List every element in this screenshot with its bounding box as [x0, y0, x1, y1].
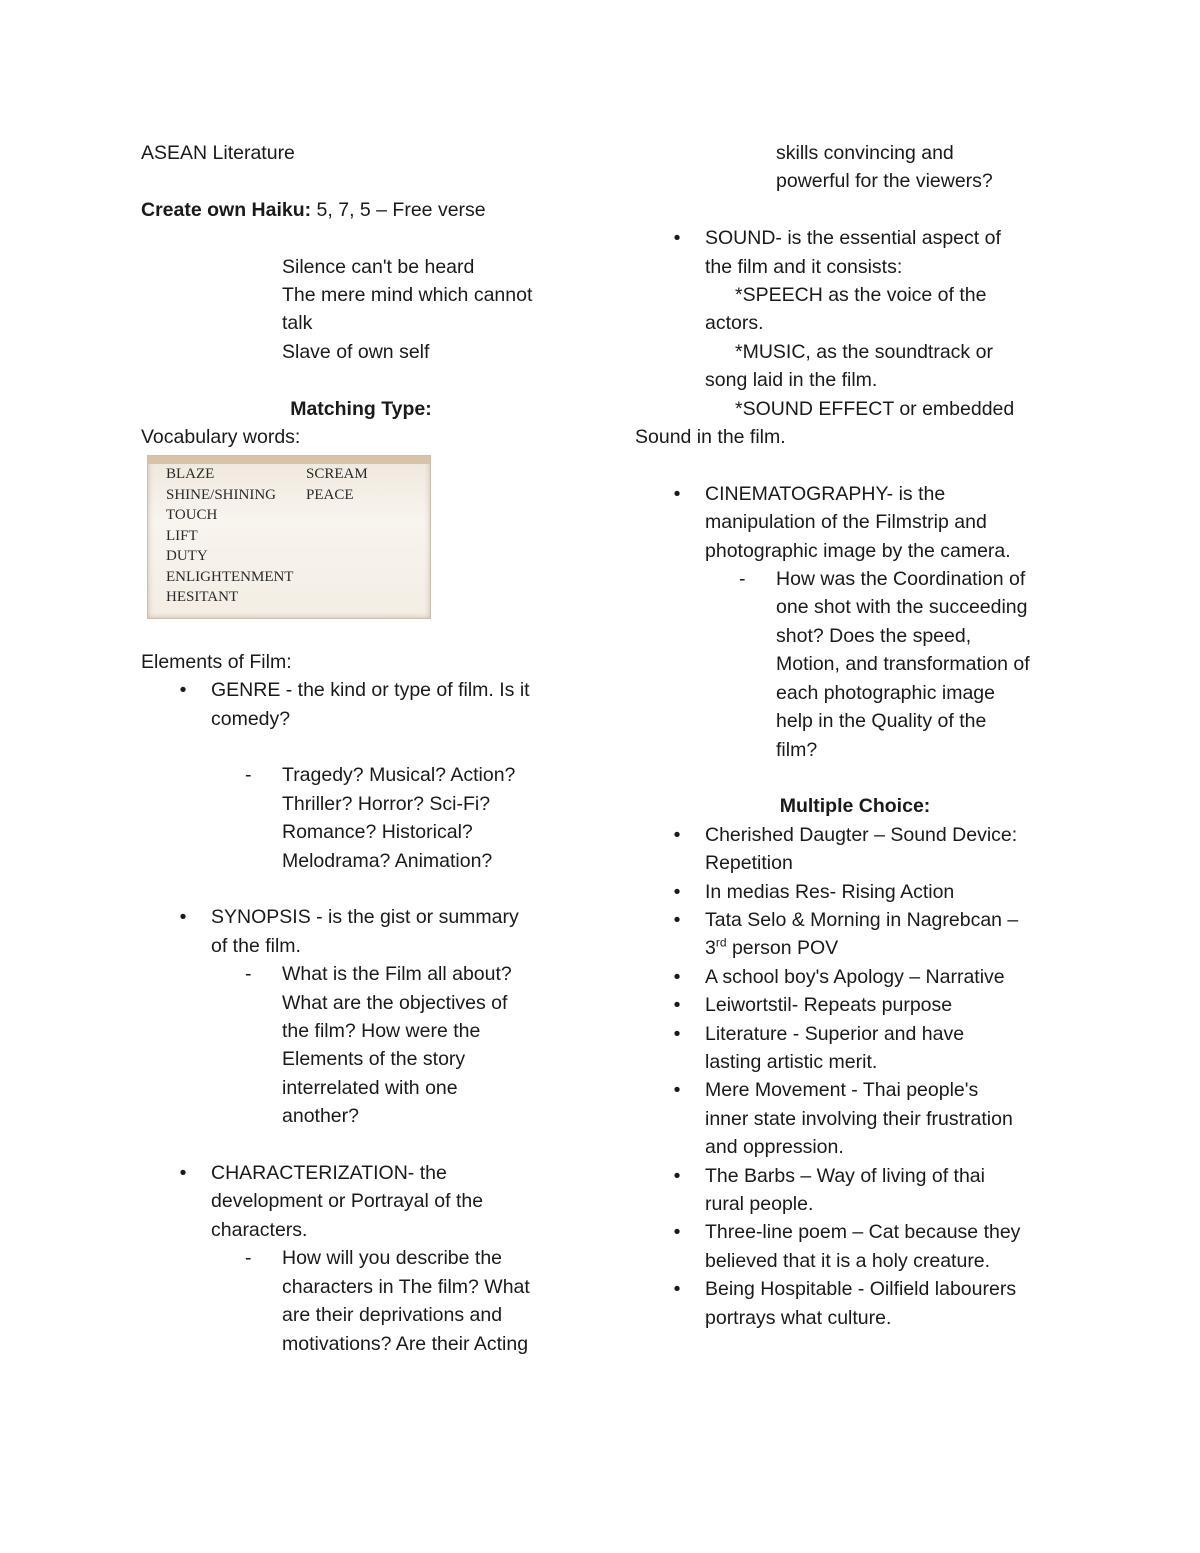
left-column [141, 139, 581, 1358]
sub-item-characterization [141, 1244, 581, 1358]
vocab-word: ENLIGHTENMENT [166, 568, 294, 585]
list-item-genre [141, 676, 581, 733]
vocab-word: PEACE [306, 486, 354, 503]
mc-line: In medias Res- Rising Action [705, 880, 955, 903]
dash-icon: - [245, 764, 252, 787]
sub-line: another? [282, 1105, 359, 1128]
mc-line: believed that it is a holy creature. [705, 1249, 991, 1272]
music-cont: song laid in the film. [705, 369, 878, 392]
mc-item [635, 1275, 1075, 1332]
haiku-line: Slave of own self [282, 340, 430, 363]
bullet-icon: • [673, 482, 681, 505]
bullet-icon: • [673, 823, 681, 846]
mc-item [635, 878, 1075, 906]
sub-line: Thriller? Horror? Sci-Fi? [282, 792, 491, 815]
haiku-line: talk [282, 312, 313, 335]
sub-line: Melodrama? Animation? [282, 849, 493, 872]
torn-edge [148, 456, 430, 464]
mc-line: Being Hospitable - Oilfield labourers [705, 1278, 1017, 1301]
dash-icon: - [245, 963, 252, 986]
cont-line: skills convincing and [776, 142, 954, 164]
effect-line: *SOUND EFFECT or embedded [735, 397, 1015, 420]
mc-line: Leiwortstil- Repeats purpose [705, 994, 953, 1017]
bullet-icon: • [179, 906, 187, 929]
list-item-synopsis [141, 903, 581, 960]
bullet-icon: • [673, 1079, 681, 1102]
mc-item [635, 906, 1075, 963]
mc-line: and oppression. [705, 1136, 844, 1159]
mc-item [635, 1020, 1075, 1077]
mc-heading [635, 792, 1075, 820]
characterization-continued [635, 139, 1075, 196]
sub-line: are their deprivations and [282, 1304, 503, 1327]
bullet-icon: • [673, 965, 681, 988]
ordinal-suffix: rd [715, 935, 727, 950]
sub-line: Motion, and transformation of [776, 653, 1030, 676]
music-line: *MUSIC, as the soundtrack or [735, 340, 993, 363]
vocab-column-1 [166, 464, 293, 608]
bullet-icon: • [673, 1022, 681, 1045]
elements-heading: Elements of Film: [141, 650, 292, 673]
mc-line: lasting artistic merit. [705, 1050, 878, 1073]
speech-line: *SPEECH as the voice of the [735, 284, 987, 307]
vocab-word: LIFT [166, 527, 198, 544]
list-item-sound [635, 224, 1075, 423]
sub-item-synopsis [141, 960, 581, 1130]
mc-line: Three-line poem – Cat because they [705, 1221, 1021, 1244]
cine-line: CINEMATOGRAPHY- is the [705, 482, 946, 505]
sub-line: shot? Does the speed, [776, 624, 972, 647]
mc-item [635, 991, 1075, 1019]
sub-line: each photographic image [776, 681, 995, 704]
mc-line: rural people. [705, 1192, 814, 1215]
haiku-poem [141, 253, 581, 367]
sub-line: How was the Coordination of [776, 568, 1026, 591]
sub-line: What is the Film all about? [282, 963, 512, 986]
sub-line: motivations? Are their Acting [282, 1332, 529, 1355]
sub-line: the film? How were the [282, 1020, 481, 1043]
vocab-column-2 [306, 464, 368, 505]
matching-heading [141, 395, 581, 423]
synopsis-line: of the film. [211, 934, 301, 957]
cont-line: powerful for the viewers? [776, 170, 993, 193]
vocab-label: Vocabulary words: [141, 426, 301, 449]
bullet-icon: • [673, 1164, 681, 1187]
mc-line: Repetition [705, 852, 793, 875]
cine-line: photographic image by the camera. [705, 539, 1011, 562]
sub-line: help in the Quality of the [776, 710, 987, 733]
sub-item-cinematography [635, 565, 1075, 764]
mc-line: A school boy's Apology – Narrative [705, 965, 1005, 988]
mc-line: Mere Movement - Thai people's [705, 1079, 979, 1102]
sub-line: one shot with the succeeding [776, 596, 1028, 619]
speech-cont: actors. [705, 312, 764, 335]
sub-line: Romance? Historical? [282, 821, 473, 844]
mc-item [635, 821, 1075, 878]
sub-line: Elements of the story [282, 1048, 466, 1071]
mc-line-rest: person POV [726, 937, 839, 960]
bullet-icon: • [673, 1278, 681, 1301]
sub-line: film? [776, 738, 818, 761]
effect-cont: Sound in the film. [635, 426, 786, 449]
sub-line: Tragedy? Musical? Action? [282, 764, 516, 787]
mc-item [635, 963, 1075, 991]
vocab-word: TOUCH [166, 507, 218, 524]
char-line: characters. [211, 1218, 308, 1241]
sub-item-genre [141, 761, 581, 875]
mc-line: Cherished Daugter – Sound Device: [705, 823, 1018, 846]
doc-title: ASEAN Literature [141, 142, 295, 164]
mc-line: inner state involving their frustration [705, 1107, 1013, 1130]
mc-line: Tata Selo & Morning in Nagrebcan – [705, 908, 1019, 931]
vocab-word: SHINE/SHINING [166, 486, 276, 503]
sound-line: the film and it consists: [705, 255, 903, 278]
bullet-icon: • [673, 908, 681, 931]
char-line: development or Portrayal of the [211, 1190, 484, 1213]
dash-icon: - [739, 568, 746, 591]
ordinal-number: 3 [705, 937, 716, 960]
list-item-characterization [141, 1159, 581, 1244]
mc-heading-text: Multiple Choice: [779, 795, 931, 818]
mc-item [635, 1076, 1075, 1161]
bullet-icon: • [179, 1162, 187, 1185]
vocabulary-image [147, 455, 431, 619]
mc-item [635, 1162, 1075, 1219]
genre-line: GENRE - the kind or type of film. Is it [211, 679, 530, 702]
bullet-icon: • [673, 1221, 681, 1244]
mc-item [635, 1218, 1075, 1275]
mc-line [705, 934, 1075, 962]
vocab-word: SCREAM [306, 466, 368, 483]
sub-line: interrelated with one [282, 1076, 458, 1099]
bullet-icon: • [673, 880, 681, 903]
matching-heading-text: Matching Type: [290, 397, 432, 420]
vocab-word: HESITANT [166, 589, 239, 606]
haiku-heading [141, 196, 581, 224]
haiku-line: The mere mind which cannot [282, 284, 533, 306]
vocab-word: BLAZE [166, 466, 215, 483]
cine-line: manipulation of the Filmstrip and [705, 511, 987, 534]
char-line: CHARACTERIZATION- the [211, 1162, 447, 1185]
sub-line: What are the objectives of [282, 991, 508, 1014]
list-item-cinematography [635, 480, 1075, 565]
right-column [635, 139, 1075, 1332]
vocab-word: DUTY [166, 548, 208, 565]
mc-line: Literature - Superior and have [705, 1022, 965, 1045]
bullet-icon: • [673, 994, 681, 1017]
mc-line: portrays what culture. [705, 1306, 892, 1329]
haiku-line: Silence can't be heard [282, 255, 475, 278]
dash-icon: - [245, 1247, 252, 1270]
bullet-icon: • [179, 679, 187, 702]
haiku-heading-bold: Create own Haiku: [141, 198, 312, 221]
genre-line: comedy? [211, 707, 291, 730]
bullet-icon: • [673, 227, 681, 250]
mc-line: The Barbs – Way of living of thai [705, 1164, 985, 1187]
haiku-heading-rest: 5, 7, 5 – Free verse [311, 198, 486, 221]
sound-line: SOUND- is the essential aspect of [705, 227, 1001, 250]
sub-line: characters in The film? What [282, 1275, 530, 1298]
synopsis-line: SYNOPSIS - is the gist or summary [211, 906, 519, 929]
sub-line: How will you describe the [282, 1247, 503, 1270]
